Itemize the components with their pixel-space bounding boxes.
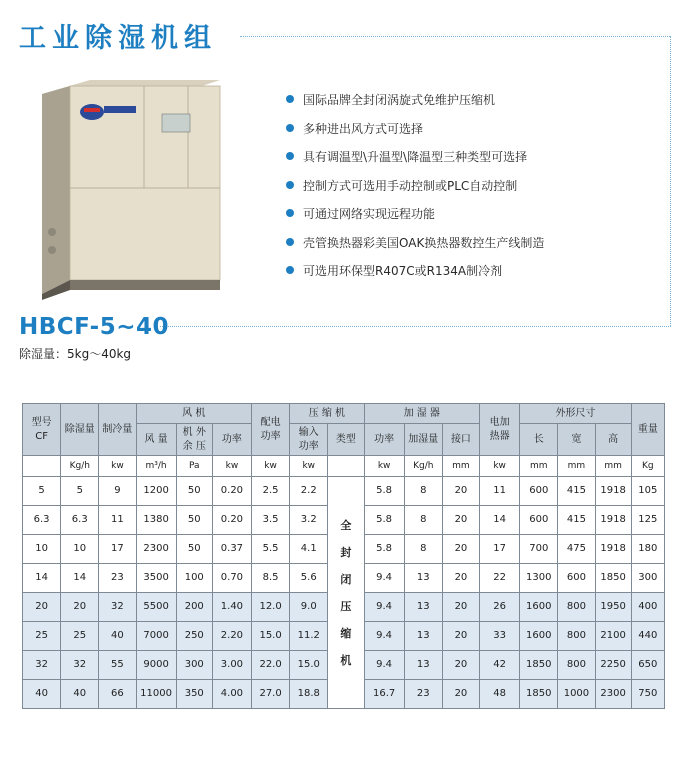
unit-cell: mm xyxy=(595,456,631,477)
unit-cell: Kg/h xyxy=(61,456,99,477)
table-cell: 20 xyxy=(442,477,479,506)
header-dimensions: 外形尺寸 xyxy=(520,404,632,424)
header-distribution-power: 配电 功率 xyxy=(252,404,290,456)
bullet-icon xyxy=(286,181,294,189)
feature-item: 可选用环保型R407C或R134A制冷剂 xyxy=(286,263,544,292)
unit-cell: Kg xyxy=(631,456,664,477)
table-cell: 42 xyxy=(480,651,520,680)
table-cell: 600 xyxy=(520,506,558,535)
table-cell: 2300 xyxy=(136,535,176,564)
table-cell: 13 xyxy=(404,651,442,680)
table-cell: 20 xyxy=(442,535,479,564)
table-cell: 27.0 xyxy=(252,680,290,709)
table-cell: 9.0 xyxy=(290,593,328,622)
table-cell: 3.5 xyxy=(252,506,290,535)
unit-cell: Kg/h xyxy=(404,456,442,477)
table-cell: 1918 xyxy=(595,477,631,506)
table-cell: 50 xyxy=(176,535,212,564)
table-cell: 2.20 xyxy=(212,622,251,651)
table-cell: 17 xyxy=(99,535,136,564)
table-cell: 2250 xyxy=(595,651,631,680)
header-weight: 重量 xyxy=(631,404,664,456)
table-cell: 1000 xyxy=(558,680,595,709)
bullet-icon xyxy=(286,152,294,160)
table-cell: 55 xyxy=(99,651,136,680)
table-cell: 415 xyxy=(558,477,595,506)
unit-cell xyxy=(23,456,61,477)
table-cell: 6.3 xyxy=(23,506,61,535)
table-cell: 800 xyxy=(558,622,595,651)
units-row xyxy=(23,456,665,477)
table-cell: 1918 xyxy=(595,535,631,564)
table-cell: 20 xyxy=(61,593,99,622)
feature-item: 国际品牌全封闭涡旋式免维护压缩机 xyxy=(286,92,544,121)
table-cell: 18.8 xyxy=(290,680,328,709)
table-row xyxy=(23,477,665,506)
table-cell: 5 xyxy=(23,477,61,506)
table-cell: 16.7 xyxy=(364,680,404,709)
table-cell: 14 xyxy=(480,506,520,535)
feature-item: 多种进出风方式可选择 xyxy=(286,121,544,150)
bullet-icon xyxy=(286,124,294,132)
header-humidifier-port: 接口 xyxy=(442,424,479,456)
table-cell: 125 xyxy=(631,506,664,535)
unit-cell: kw xyxy=(252,456,290,477)
table-cell: 40 xyxy=(61,680,99,709)
header-humidifier-amount: 加湿量 xyxy=(404,424,442,456)
capacity-range: 除湿量：5kg～40kg xyxy=(19,347,132,361)
header-height: 高 xyxy=(595,424,631,456)
dehumidifier-unit-image xyxy=(28,72,238,302)
table-cell: 5.5 xyxy=(252,535,290,564)
table-cell: 22.0 xyxy=(252,651,290,680)
table-cell: 300 xyxy=(631,564,664,593)
table-cell: 9.4 xyxy=(364,651,404,680)
frame-top-line xyxy=(240,36,670,37)
header-compressor-type: 类型 xyxy=(328,424,364,456)
table-cell: 9.4 xyxy=(364,564,404,593)
table-cell: 250 xyxy=(176,622,212,651)
table-cell: 15.0 xyxy=(252,622,290,651)
table-cell: 475 xyxy=(558,535,595,564)
table-cell: 1918 xyxy=(595,506,631,535)
table-cell: 40 xyxy=(23,680,61,709)
header-humidifier-power: 功率 xyxy=(364,424,404,456)
page-title: 工业除湿机组 xyxy=(19,23,217,54)
bullet-icon xyxy=(286,95,294,103)
table-cell: 13 xyxy=(404,564,442,593)
table-cell: 66 xyxy=(99,680,136,709)
table-cell: 11000 xyxy=(136,680,176,709)
bullet-icon xyxy=(286,266,294,274)
frame-bottom-line xyxy=(160,326,671,327)
header-compressor: 压 缩 机 xyxy=(290,404,364,424)
unit-cell: mm xyxy=(520,456,558,477)
unit-cell: kw xyxy=(99,456,136,477)
unit-cell xyxy=(328,456,364,477)
table-cell: 5.6 xyxy=(290,564,328,593)
table-cell: 0.37 xyxy=(212,535,251,564)
table-cell: 14 xyxy=(61,564,99,593)
table-cell: 6.3 xyxy=(61,506,99,535)
table-cell: 5.8 xyxy=(364,506,404,535)
table-cell: 48 xyxy=(480,680,520,709)
table-cell: 8 xyxy=(404,506,442,535)
unit-cell: kw xyxy=(290,456,328,477)
feature-item: 控制方式可选用手动控制或PLC自动控制 xyxy=(286,178,544,207)
unit-cell: mm xyxy=(442,456,479,477)
table-cell: 2.5 xyxy=(252,477,290,506)
table-cell: 350 xyxy=(176,680,212,709)
table-cell: 3.2 xyxy=(290,506,328,535)
header-width: 宽 xyxy=(558,424,595,456)
feature-item: 可通过网络实现远程功能 xyxy=(286,206,544,235)
table-cell: 1380 xyxy=(136,506,176,535)
header-model: 型号 CF xyxy=(23,404,61,456)
table-cell: 20 xyxy=(442,651,479,680)
table-cell: 600 xyxy=(558,564,595,593)
table-cell: 3500 xyxy=(136,564,176,593)
unit-cell: kw xyxy=(212,456,251,477)
table-cell: 32 xyxy=(23,651,61,680)
table-cell: 1950 xyxy=(595,593,631,622)
table-cell: 11 xyxy=(99,506,136,535)
table-cell: 9.4 xyxy=(364,622,404,651)
table-cell: 50 xyxy=(176,477,212,506)
header-input-power: 输入 功率 xyxy=(290,424,328,456)
table-cell: 9000 xyxy=(136,651,176,680)
table-cell: 4.00 xyxy=(212,680,251,709)
table-cell: 13 xyxy=(404,622,442,651)
table-cell: 32 xyxy=(99,593,136,622)
table-cell: 17 xyxy=(480,535,520,564)
table-cell: 1600 xyxy=(520,593,558,622)
table-cell: 180 xyxy=(631,535,664,564)
table-cell: 20 xyxy=(442,622,479,651)
table-cell: 0.20 xyxy=(212,506,251,535)
table-cell: 23 xyxy=(404,680,442,709)
table-cell: 2.2 xyxy=(290,477,328,506)
table-cell: 20 xyxy=(442,680,479,709)
table-cell: 4.1 xyxy=(290,535,328,564)
compressor-type-cell: 全 封 闭 压 缩 机 xyxy=(328,477,364,709)
table-cell: 5500 xyxy=(136,593,176,622)
bullet-icon xyxy=(286,209,294,217)
unit-cell: kw xyxy=(364,456,404,477)
table-cell: 0.70 xyxy=(212,564,251,593)
table-cell: 5.8 xyxy=(364,477,404,506)
table-cell: 20 xyxy=(442,593,479,622)
table-cell: 8 xyxy=(404,477,442,506)
table-cell: 25 xyxy=(23,622,61,651)
table-cell: 0.20 xyxy=(212,477,251,506)
table-cell: 1.40 xyxy=(212,593,251,622)
frame-right-line xyxy=(670,36,671,326)
table-cell: 32 xyxy=(61,651,99,680)
table-cell: 1200 xyxy=(136,477,176,506)
table-cell: 20 xyxy=(442,564,479,593)
table-cell: 650 xyxy=(631,651,664,680)
table-cell: 400 xyxy=(631,593,664,622)
table-cell: 200 xyxy=(176,593,212,622)
table-cell: 12.0 xyxy=(252,593,290,622)
table-cell: 1850 xyxy=(520,651,558,680)
feature-item: 壳管换热器彩美国OAK换热器数控生产线制造 xyxy=(286,235,544,264)
table-cell: 10 xyxy=(23,535,61,564)
table-cell: 13 xyxy=(404,593,442,622)
unit-cell: kw xyxy=(480,456,520,477)
feature-item: 具有调温型\升温型\降温型三种类型可选择 xyxy=(286,149,544,178)
table-cell: 440 xyxy=(631,622,664,651)
header-dehumidification: 除湿量 xyxy=(61,404,99,456)
table-cell: 600 xyxy=(520,477,558,506)
spec-table xyxy=(22,403,665,709)
unit-cell: m³/h xyxy=(136,456,176,477)
header-humidifier: 加 湿 器 xyxy=(364,404,480,424)
table-cell: 800 xyxy=(558,651,595,680)
table-cell: 1850 xyxy=(595,564,631,593)
table-cell: 700 xyxy=(520,535,558,564)
table-cell: 20 xyxy=(442,506,479,535)
unit-cell: mm xyxy=(558,456,595,477)
table-cell: 8.5 xyxy=(252,564,290,593)
header-external-pressure: 机 外 余 压 xyxy=(176,424,212,456)
table-cell: 50 xyxy=(176,506,212,535)
table-cell: 1850 xyxy=(520,680,558,709)
header-cooling: 制冷量 xyxy=(99,404,136,456)
table-cell: 415 xyxy=(558,506,595,535)
unit-cell: Pa xyxy=(176,456,212,477)
spec-table-body xyxy=(23,477,665,709)
table-cell: 100 xyxy=(176,564,212,593)
table-cell: 8 xyxy=(404,535,442,564)
feature-list xyxy=(286,92,544,292)
table-cell: 750 xyxy=(631,680,664,709)
header-fan: 风 机 xyxy=(136,404,252,424)
table-cell: 22 xyxy=(480,564,520,593)
header-air-volume: 风 量 xyxy=(136,424,176,456)
table-cell: 3.00 xyxy=(212,651,251,680)
table-cell: 105 xyxy=(631,477,664,506)
table-cell: 40 xyxy=(99,622,136,651)
table-cell: 11.2 xyxy=(290,622,328,651)
model-name: HBCF-5~40 xyxy=(19,314,169,340)
table-cell: 10 xyxy=(61,535,99,564)
table-cell: 20 xyxy=(23,593,61,622)
table-cell: 300 xyxy=(176,651,212,680)
table-cell: 23 xyxy=(99,564,136,593)
bullet-icon xyxy=(286,238,294,246)
table-cell: 25 xyxy=(61,622,99,651)
table-cell: 2300 xyxy=(595,680,631,709)
header-length: 长 xyxy=(520,424,558,456)
table-cell: 9.4 xyxy=(364,593,404,622)
table-cell: 9 xyxy=(99,477,136,506)
table-cell: 1300 xyxy=(520,564,558,593)
table-cell: 2100 xyxy=(595,622,631,651)
table-cell: 15.0 xyxy=(290,651,328,680)
table-cell: 33 xyxy=(480,622,520,651)
table-cell: 1600 xyxy=(520,622,558,651)
table-cell: 7000 xyxy=(136,622,176,651)
table-cell: 14 xyxy=(23,564,61,593)
header-fan-power: 功率 xyxy=(212,424,251,456)
table-cell: 800 xyxy=(558,593,595,622)
table-cell: 5 xyxy=(61,477,99,506)
table-cell: 11 xyxy=(480,477,520,506)
table-cell: 26 xyxy=(480,593,520,622)
table-cell: 5.8 xyxy=(364,535,404,564)
header-heater: 电加 热器 xyxy=(480,404,520,456)
